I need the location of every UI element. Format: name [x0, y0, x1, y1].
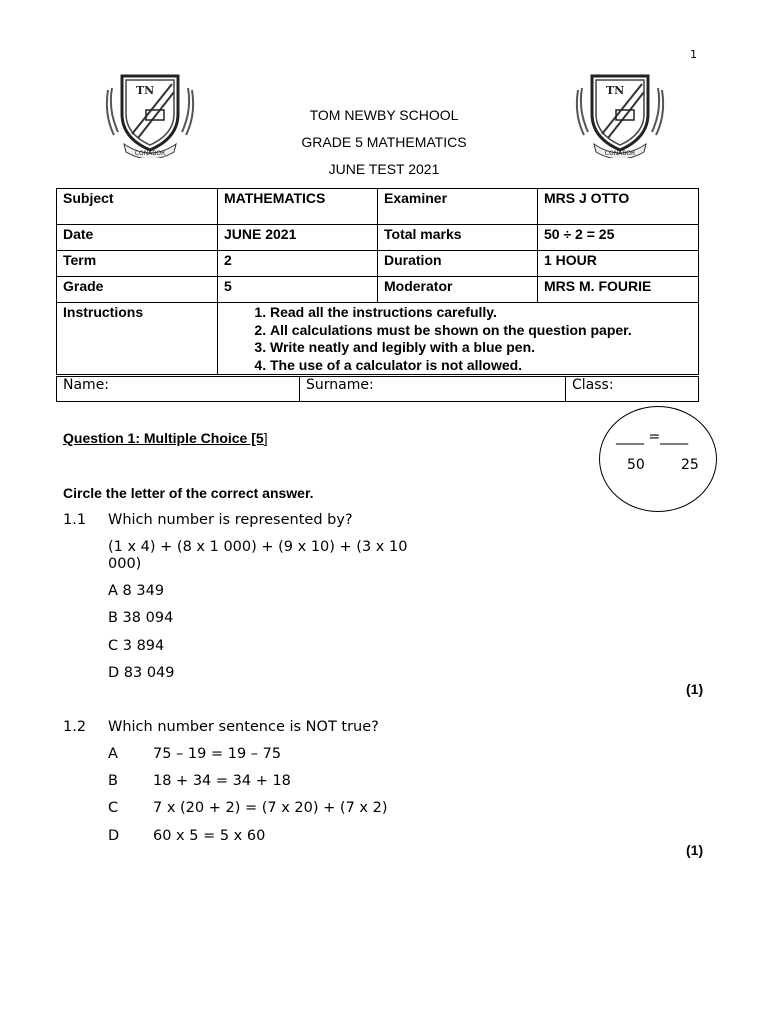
- table-cell: JUNE 2021: [218, 225, 378, 251]
- student-details-row: [56, 376, 699, 402]
- class-field[interactable]: Class:: [566, 377, 699, 402]
- table-row: [57, 225, 699, 251]
- table-cell: Grade: [57, 277, 218, 303]
- question-instruction: Circle the letter of the correct answer.: [63, 485, 314, 501]
- svg-text:CONABOR: CONABOR: [604, 150, 636, 157]
- page-number: 1: [690, 48, 697, 61]
- test-title: JUNE TEST 2021: [328, 161, 440, 177]
- school-name: TOM NEWBY SCHOOL: [309, 107, 459, 123]
- option-c[interactable]: C 3 894: [108, 638, 165, 654]
- table-cell: Examiner: [378, 189, 538, 225]
- question-expression: (1 x 4) + (8 x 1 000) + (9 x 10) + (3 x 10 000): [108, 539, 408, 572]
- score-total: 50: [627, 457, 645, 473]
- table-cell: 2: [218, 251, 378, 277]
- question-text: Which number is represented by?: [108, 512, 353, 528]
- option-text[interactable]: 75 – 19 = 19 – 75: [153, 746, 282, 762]
- option-letter[interactable]: C: [108, 800, 119, 816]
- marks-indicator: (1): [686, 842, 704, 858]
- table-row: [57, 303, 699, 375]
- option-text[interactable]: 60 x 5 = 5 x 60: [153, 828, 266, 844]
- surname-field[interactable]: Surname:: [300, 377, 566, 402]
- option-text[interactable]: 7 x (20 + 2) = (7 x 20) + (7 x 2): [153, 800, 388, 816]
- option-d[interactable]: D 83 049: [108, 665, 175, 681]
- list-item: 2. All calculations must be shown on the question paper.: [270, 322, 692, 340]
- option-a[interactable]: A 8 349: [108, 583, 165, 599]
- question-1-title-bracket: ]: [263, 430, 268, 446]
- exam-info-table: [56, 188, 699, 375]
- option-letter[interactable]: B: [108, 773, 118, 789]
- subject-title: GRADE 5 MATHEMATICS: [301, 134, 467, 150]
- svg-text:TN: TN: [136, 84, 155, 97]
- instructions-cell: [218, 303, 699, 375]
- table-cell: 50 ÷ 2 = 25: [538, 225, 699, 251]
- svg-text:CONABOR: CONABOR: [134, 150, 166, 157]
- svg-text:TN: TN: [606, 84, 625, 97]
- option-b[interactable]: B 38 094: [108, 610, 174, 626]
- table-cell: Total marks: [378, 225, 538, 251]
- table-row: [57, 277, 699, 303]
- table-cell: MRS J OTTO: [538, 189, 699, 225]
- option-text[interactable]: 18 + 34 = 34 + 18: [153, 773, 291, 789]
- question-1-title: [63, 430, 268, 446]
- table-cell: Date: [57, 225, 218, 251]
- question-number: 1.2: [63, 719, 87, 735]
- option-letter[interactable]: D: [108, 828, 120, 844]
- question-text: Which number sentence is NOT true?: [108, 719, 379, 735]
- table-cell: 1 HOUR: [538, 251, 699, 277]
- table-cell: Subject: [57, 189, 218, 225]
- table-cell: Term: [57, 251, 218, 277]
- table-cell: Moderator: [378, 277, 538, 303]
- marks-indicator: (1): [686, 681, 704, 697]
- table-cell: Duration: [378, 251, 538, 277]
- name-field[interactable]: Name:: [57, 377, 300, 402]
- instructions-label: Instructions: [57, 303, 218, 375]
- score-blank-line: ____ =____: [616, 429, 689, 445]
- table-cell: MATHEMATICS: [218, 189, 378, 225]
- list-item: 3. Write neatly and legibly with a blue pen.: [270, 339, 692, 357]
- option-letter[interactable]: A: [108, 746, 118, 762]
- instructions-list: [224, 304, 692, 374]
- question-1-title-text: Question 1: Multiple Choice [5: [63, 430, 264, 446]
- table-row: [57, 189, 699, 225]
- score-converted: 25: [681, 457, 699, 473]
- table-row: [57, 251, 699, 277]
- table-row: [57, 377, 699, 402]
- score-circle: [599, 406, 717, 512]
- list-item: 4. The use of a calculator is not allowed.: [270, 357, 692, 375]
- list-item: 1. Read all the instructions carefully.: [270, 304, 692, 322]
- question-number: 1.1: [63, 512, 87, 528]
- table-cell: 5: [218, 277, 378, 303]
- table-cell: MRS M. FOURIE: [538, 277, 699, 303]
